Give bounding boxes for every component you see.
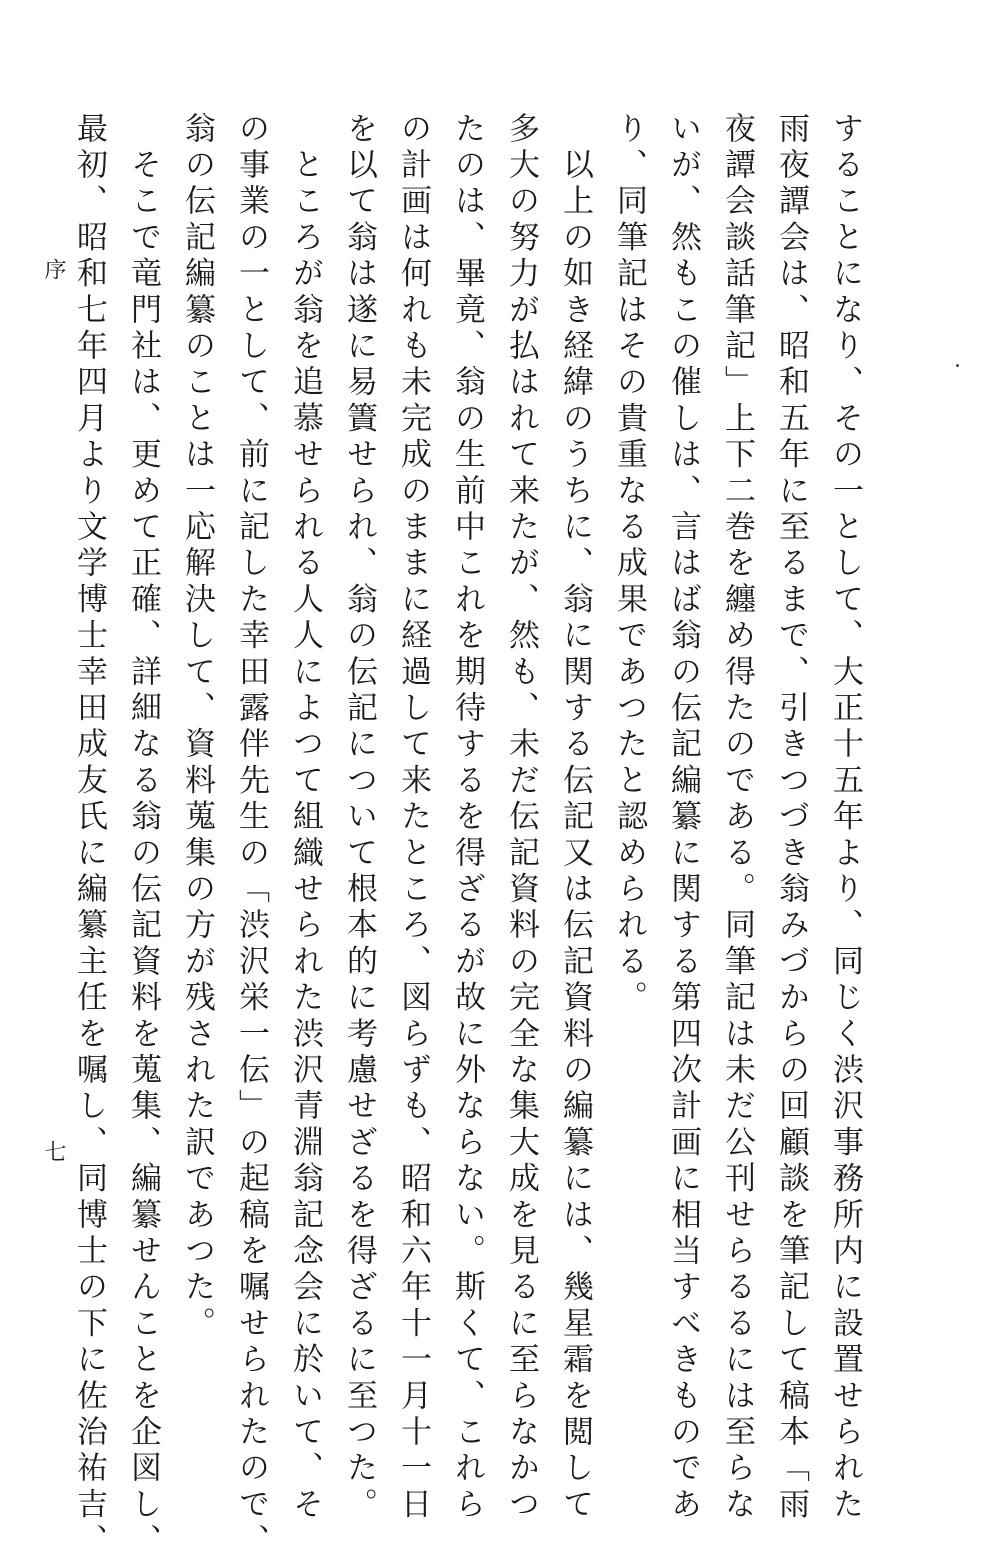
text-column: そこで竜門社は、更めて正確、詳細なる翁の伝記資料を蒐集、編纂せんことを企図し、 bbox=[125, 112, 161, 1560]
text-column: 雨夜譚会は、昭和五年に至るまで、引きつづき翁みづからの回顧談を筆記して稿本「雨 bbox=[773, 112, 809, 1524]
print-speck bbox=[956, 364, 959, 367]
section-label: 序 bbox=[41, 258, 66, 280]
text-column: 翁の伝記編纂のことは一応解決して、資料蒐集の方が残された訳であつた。 bbox=[179, 112, 215, 1343]
text-column: り、同筆記はその貴重なる成果であつたと認められる。 bbox=[611, 112, 647, 1017]
text-column: 夜譚会談話筆記」上下二巻を纏め得たのである。同筆記は未だ公刊せらるるには至らな bbox=[719, 112, 755, 1524]
text-column: 以上の如き経緯のうちに、翁に関する伝記又は伝記資料の編纂には、幾星霜を閲して bbox=[557, 112, 593, 1524]
body-text bbox=[71, 112, 872, 1560]
text-column: することになり、その一として、大正十五年より、同じく渋沢事務所内に設置せられた bbox=[827, 112, 863, 1524]
text-column: 最初、昭和七年四月より文学博士幸田成友氏に編纂主任を嘱し、同博士の下に佐治祐吉、 bbox=[71, 112, 107, 1560]
text-column: ところが翁を追慕せられる人人によつて組織せられた渋沢青淵翁記念会に於いて、そ bbox=[287, 112, 323, 1524]
text-column: たのは、畢竟、翁の生前中これを期待するを得ざるが故に外ならない。斯くて、これら bbox=[449, 112, 485, 1524]
page-number: 七 bbox=[41, 1140, 66, 1162]
text-column: 多大の努力が払はれて来たが、然も、未だ伝記資料の完全な集大成を見るに至らなかつ bbox=[503, 112, 539, 1524]
text-column: の事業の一として、前に記した幸田露伴先生の「渋沢栄一伝」の起稿を嘱せられたので、 bbox=[233, 112, 269, 1560]
text-column: を以て翁は遂に易簀せられ、翁の伝記について根本的に考慮せざるを得ざるに至つた。 bbox=[341, 112, 377, 1524]
text-column: の計画は何れも未完成のままに経過して来たところ、図らずも、昭和六年十一月十一日 bbox=[395, 112, 431, 1524]
text-column: いが、然もこの催しは、言はば翁の伝記編纂に関する第四次計画に相当すべきものであ bbox=[665, 112, 701, 1524]
